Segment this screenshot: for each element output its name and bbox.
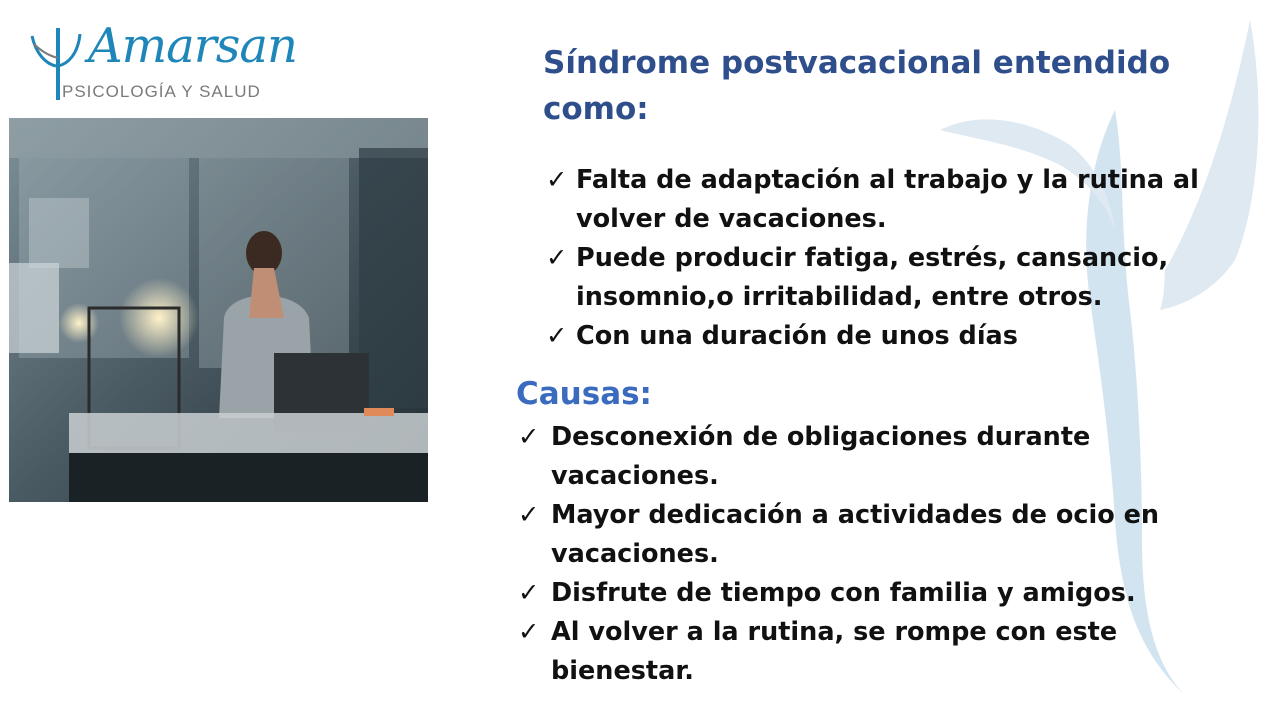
office-photo — [9, 118, 428, 502]
checkmark-icon: ✓ — [546, 165, 568, 195]
causes-list — [518, 418, 1198, 691]
slide-title: Síndrome postvacacional entendido como: — [543, 45, 1171, 127]
definition-list — [546, 161, 1206, 356]
list-item: ✓ Desconexión de obligaciones durante vacaciones. — [518, 418, 1198, 496]
list-item: ✓ Disfrute de tiempo con familia y amigos. — [518, 574, 1198, 613]
checkmark-icon: ✓ — [518, 500, 540, 530]
checkmark-icon: ✓ — [546, 243, 568, 273]
logo-wordmark: Amarsan — [88, 18, 297, 74]
causes-heading: Causas: — [516, 376, 652, 412]
checkmark-icon: ✓ — [518, 422, 540, 452]
checkmark-icon: ✓ — [518, 578, 540, 608]
list-item: ✓ Con una duración de unos días — [546, 317, 1206, 356]
logo-tagline: PSICOLOGÍA Y SALUD — [62, 82, 261, 101]
checkmark-icon: ✓ — [518, 617, 540, 647]
amarsan-logo — [28, 18, 308, 104]
checkmark-icon: ✓ — [546, 321, 568, 351]
list-item: ✓ Mayor dedicación a actividades de ocio en vacaciones. — [518, 496, 1198, 574]
list-item: ✓ Puede producir fatiga, estrés, cansancio, insomnio,o irritabilidad, entre otros. — [546, 239, 1206, 317]
office-photo-illustration — [9, 118, 428, 502]
list-item: ✓ Al volver a la rutina, se rompe con este bienestar. — [518, 613, 1198, 691]
list-item: ✓ Falta de adaptación al trabajo y la rutina al volver de vacaciones. — [546, 161, 1206, 239]
